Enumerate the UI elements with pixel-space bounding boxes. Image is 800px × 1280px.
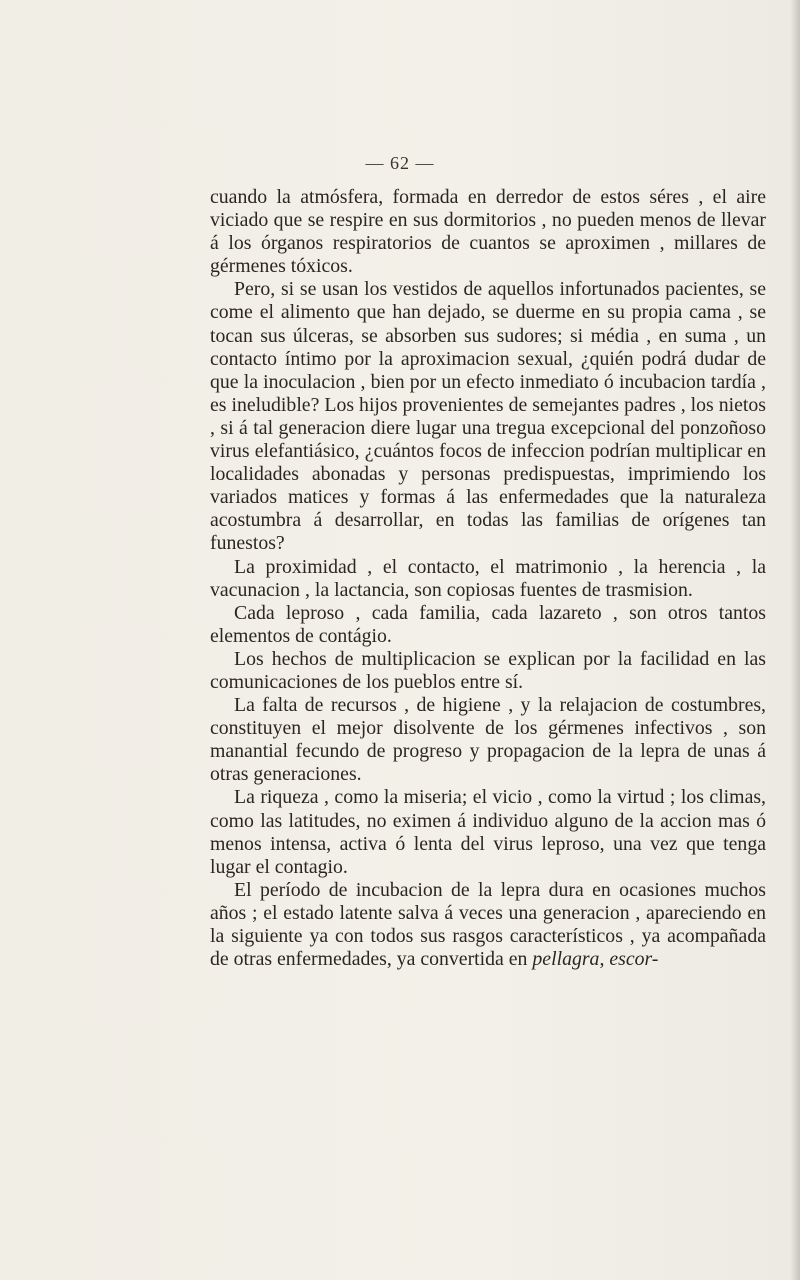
paragraph-3: La proximidad , el contacto, el matrimonio , la herencia , la vacunacion , la lactancia, son copiosas fuentes de trasmision. (210, 555, 766, 601)
paragraph-8-text: El período de incubacion de la lepra dura en ocasiones muchos años ; el estado latente salva á veces una generacion , apareciendo en la siguiente ya con todos sus rasgos característicos , ya acompañada de otras enfermedades, ya convertida en (210, 878, 766, 971)
paragraph-5: Los hechos de multiplicacion se explican por la facilidad en las comunicaciones de los pueblos entre sí. (210, 647, 766, 693)
italic-term-escor: escor- (609, 948, 659, 971)
term-separator: , (599, 948, 610, 971)
paragraph-2: Pero, si se usan los vestidos de aquellos infortunados pacientes, se come el alimento que han dejado, se duerme en su propia cama , se tocan sus úlceras, se absorben sus sudores; si média , en suma , un contacto íntimo por la aproximacion sexual, ¿quién podrá dudar de que la inoculacion , bien por un efecto inmediato ó incubacion tardía , es ineludible? Los hijos provenientes de semejantes padres , los nietos , si á tal generacion diere lugar una tregua excepcional del ponzoñoso virus elefantiásico, ¿cuántos focos de infeccion podrían multiplicar en localidades abonadas y personas predispuestas, imprimiendo los variados matices y formas á las enfermedades que la naturaleza acostumbra á desarrollar, en todas las familias de orígenes tan funestos? (210, 278, 766, 555)
paragraph-6: La falta de recursos , de higiene , y la relajacion de costumbres, constituyen el mejor disolvente de los gérmenes infectivos , son manantial fecundo de progreso y propagacion de la lepra de unas á otras generaciones. (210, 694, 766, 786)
page-number: — 62 — (365, 153, 435, 173)
body-text (210, 186, 766, 971)
paragraph-8 (210, 879, 766, 971)
italic-term-pellagra: pellagra (532, 948, 600, 971)
paragraph-4: Cada leproso , cada familia, cada lazareto , son otros tantos elementos de contágio. (210, 601, 766, 647)
page-edge-shadow (790, 0, 800, 1280)
paragraph-1: cuando la atmósfera, formada en derredor de estos séres , el aire viciado que se respire en sus dormitorios , no pueden menos de llevar á los órganos respiratorios de cuantos se aproximen , millares de gérmenes tóxicos. (210, 186, 766, 278)
paragraph-7: La riqueza , como la miseria; el vicio , como la virtud ; los climas, como las latitudes, no eximen á individuo alguno de la accion mas ó menos intensa, activa ó lenta del virus leproso, una vez que tenga lugar el contagio. (210, 786, 766, 878)
